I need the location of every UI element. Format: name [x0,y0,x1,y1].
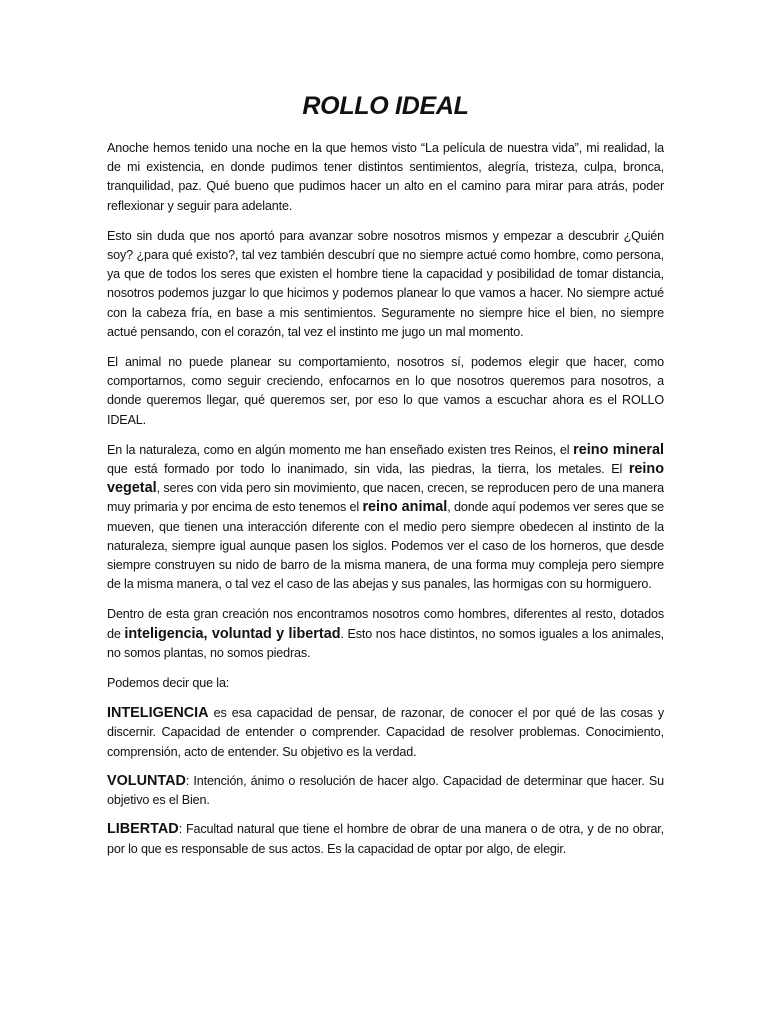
document-title: ROLLO IDEAL [302,92,469,120]
voluntad-term: VOLUNTAD [107,772,186,789]
definition-voluntad [107,772,664,810]
paragraph-quien-soy: Esto sin duda que nos aportó para avanzar sobre nosotros mismos y empezar a descubrir ¿Quién soy? ¿para qué existo?, tal vez también descubrí que no siempre actué como hombre, como persona, ya que de todos los seres que existen el hombre tiene la capacidad y posibilidad de tomar distancia, nosotros podemos juzgar lo que hicimos y podemos planear lo que vamos a hacer. No siempre actué con la cabeza fría, en base a mis sentimientos. Seguramente no siempre hice el bien, no siempre actué pensando, con el corazón, tal vez el instinto me jugo un mal momento. [107,228,664,339]
paragraph-podemos-decir: Podemos decir que la: [107,676,230,691]
voluntad-colon: : [185,773,190,788]
libertad-text: Facultad natural que tiene el hombre de obrar de una manera o de otra, y de no obrar, por lo que es responsable de sus actos. Es la capacidad de optar por algo, de elegir. [107,822,664,856]
creacion-text-1: Dentro de esta gran creación nos encontramos nosotros como hombres, diferentes al resto, dotados de [107,607,664,641]
paragraph-creacion [107,605,664,663]
reino-mineral-term: reino mineral [573,441,664,458]
reinos-text-4: , donde aquí podemos ver seres que se mueven, que tienen una interacción diferente con el medio pero siempre obedecen al instinto de la naturaleza, siempre igual aunque pasen los siglos. Podemos ver el caso de los horneros, que desde siempre construyen su nido de barro de la misma manera, de una forma muy compleja pero siempre de la misma manera, o tal vez el caso de las abejas y sus panales, las hormigas con su hormiguero. [107,500,664,592]
creacion-text-2: . Esto nos hace distintos, no somos iguales a los animales, no somos plantas, no somos piedras. [107,626,664,660]
paragraph-animal: El animal no puede planear su comportamiento, nosotros sí, podemos elegir que hacer, como comportarnos, como seguir creciendo, enfocarnos en lo que nosotros queremos para nosotros, a donde queremos llegar, qué queremos ser, por eso lo que vamos a escuchar ahora es el ROLLO IDEAL. [107,355,664,427]
libertad-term: LIBERTAD [107,821,179,838]
libertad-colon: : [178,822,183,837]
voluntad-text: Intención, ánimo o resolución de hacer algo. Capacidad de determinar que hacer. Su objetivo es el Bien. [107,773,664,808]
reino-animal-term: reino animal [362,499,448,516]
facultades-term: inteligencia, voluntad y libertad [124,625,341,642]
reinos-text-3: , seres con vida pero sin movimiento, que nacen, crecen, se reproducen pero de una manera muy primaria y por encima de esto tenemos el [107,481,664,515]
paragraph-intro: Anoche hemos tenido una noche en la que hemos visto “La película de nuestra vida”, mi realidad, la de mi existencia, en donde pudimos tener distintos sentimientos, alegría, tristeza, culpa, bronca, tranquilidad, paz. Qué bueno que pudimos hacer un alto en el camino para mirar para atrás, poder reflexionar y seguir para adelante. [107,141,664,213]
reino-vegetal-term: reino vegetal [107,461,664,497]
inteligencia-term: INTELIGENCIA [107,705,209,722]
paragraph-reinos [107,441,664,595]
inteligencia-text: es esa capacidad de pensar, de razonar, de conocer el por qué de las cosas y discernir. Capacidad de entender o comprender. Capacidad de resolver problemas. Conocimiento, comprensión, acto de entender. Su objetivo es la verdad. [107,706,664,759]
reinos-text-1: En la naturaleza, como en algún momento me han enseñado existen tres Reinos, el [107,442,574,457]
reinos-text-2: que está formado por todo lo inanimado, sin vida, las piedras, la tierra, los metales. El [107,462,629,477]
definition-libertad [107,820,664,858]
definition-inteligencia [107,704,664,762]
